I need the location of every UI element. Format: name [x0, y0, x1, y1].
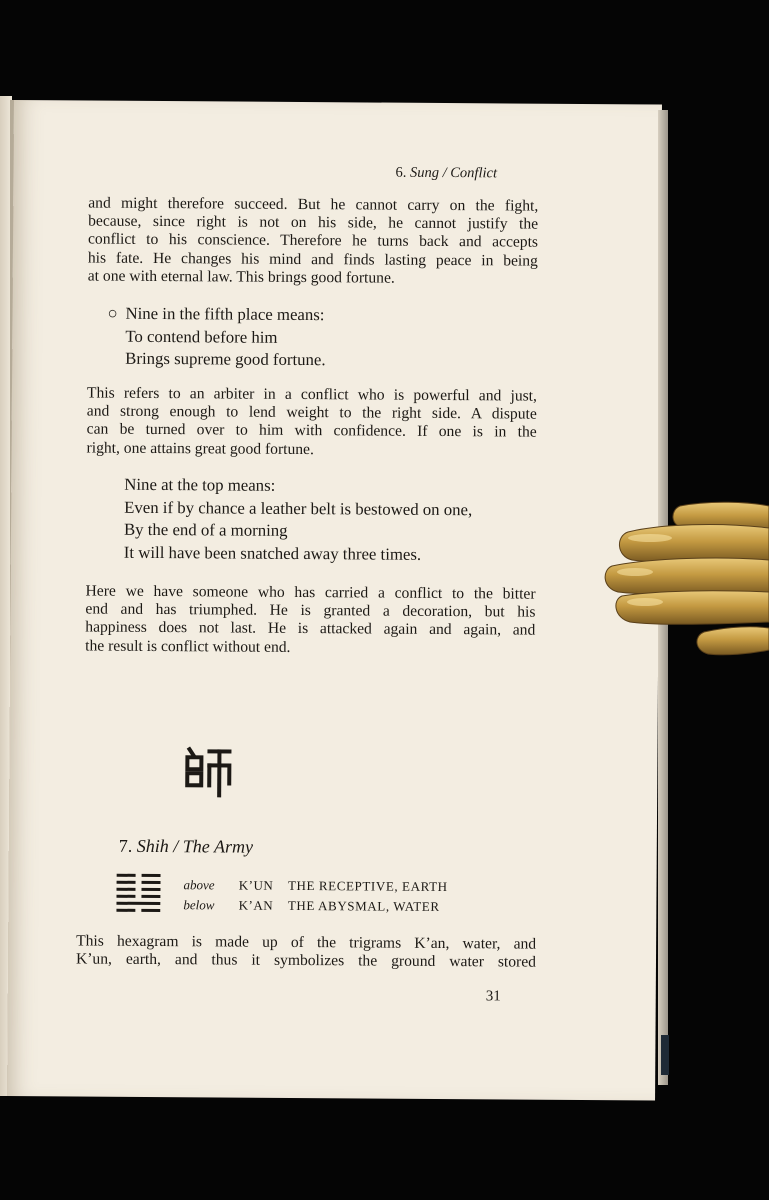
- circle-marker: ○: [107, 303, 118, 323]
- hexagram-title: 7. Shih / The Army: [118, 835, 254, 857]
- brass-hand-bookweight: [600, 498, 769, 660]
- paragraph-trigrams: This hexagram is made up of the trigrams K’an, water, and K’un, earth, and thus it symbolizes the ground water stored: [75, 932, 537, 971]
- page-number: 31: [485, 988, 501, 1005]
- paragraph-arbiter: This refers to an arbiter in a conflict who is powerful and just, and strong enough to lend weight to the right side. A dispute can be turned over to him with confidence. If one is in the right, one attains great good fortune.: [86, 384, 538, 458]
- hexagram-figure: [116, 873, 160, 913]
- verse-fifth-place: ○ Nine in the fifth place means: To contend before him Brings supreme good fortune.: [107, 303, 326, 370]
- book-page: [7, 100, 662, 1100]
- cover-edge: [661, 1035, 669, 1075]
- running-head: 6. Sung / Conflict: [395, 164, 498, 182]
- chinese-character-shih: [181, 741, 233, 797]
- trigram-above: above K’UN THE RECEPTIVE, EARTH: [183, 877, 448, 895]
- verse-top-place: Nine at the top means: Even if by chance a leather belt is bestowed on one, By the end of a morning It will have been snatched away three times.: [123, 474, 473, 564]
- paragraph-bitter-end: Here we have someone who has carried a conflict to the bitter end and has triumphed. He is granted a decoration, but his happiness does not last. He is attacked again and again, and the result is conflict without end.: [85, 582, 536, 656]
- paragraph-conflict-ending: and might therefore succeed. But he cannot carry on the fight, because, since right is not on his side, he cannot justify the conflict to his conscience. Therefore he turns back and accepts his fate. He changes his mind and finds lasting peace in being at one with eternal law. This brings good fortune.: [87, 194, 539, 287]
- trigram-below: below K’AN THE ABYSMAL, WATER: [183, 897, 440, 914]
